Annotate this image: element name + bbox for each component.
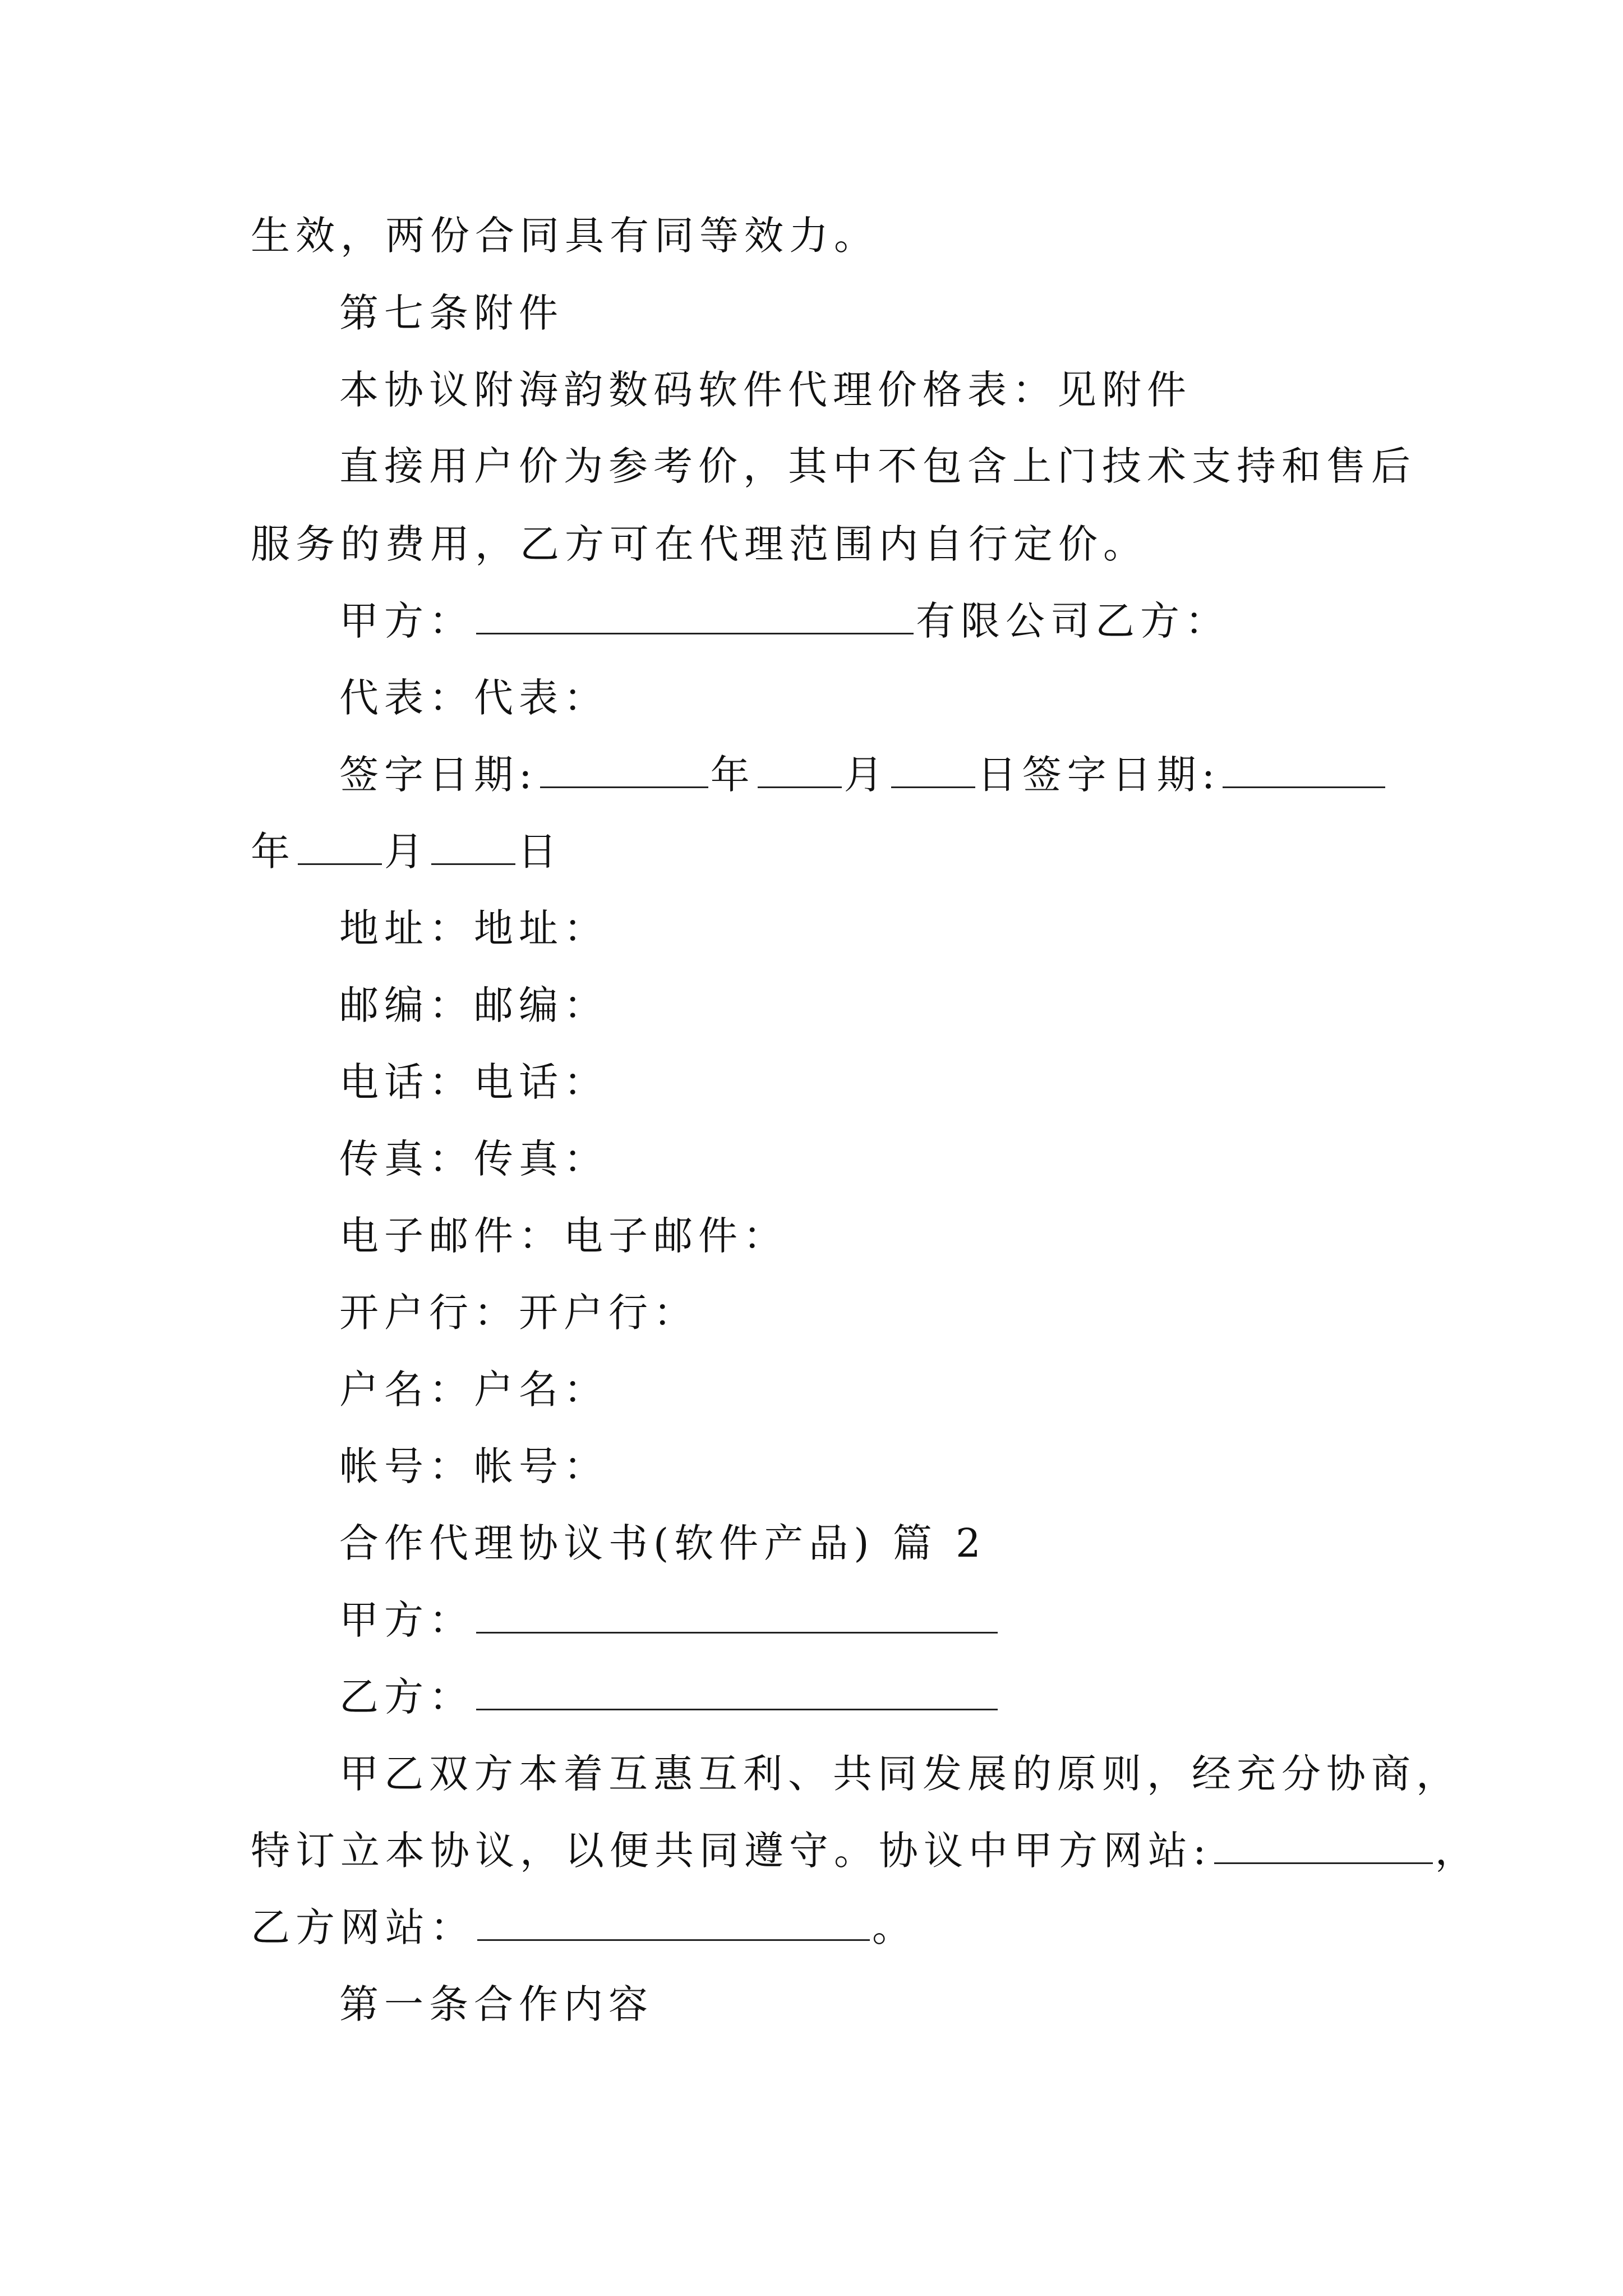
- paragraph-line: [251, 1825, 1480, 1876]
- party-a-line: [339, 596, 1230, 646]
- line-text: 地址：地址：: [339, 905, 608, 951]
- label-text: 月: [384, 829, 429, 875]
- paragraph-line: [339, 1749, 1461, 1799]
- line-text: 开户行：开户行：: [339, 1290, 698, 1336]
- fill-in-blank: [540, 751, 708, 788]
- label-text: 签字日期:: [339, 752, 538, 798]
- line-text: 电话：电话：: [339, 1059, 608, 1105]
- label-text: 日: [518, 829, 562, 875]
- bank-line: [339, 1287, 698, 1338]
- representative-line: [339, 673, 608, 723]
- paragraph-line: [251, 519, 1148, 569]
- account-name-line: [339, 1364, 608, 1415]
- fill-in-blank: [1223, 751, 1385, 788]
- email-line: [339, 1211, 788, 1261]
- fill-in-blank: [758, 751, 842, 788]
- fill-in-blank: [298, 827, 382, 865]
- label-text: 甲方：: [339, 598, 474, 644]
- paragraph-line: [339, 441, 1416, 491]
- line-text: 代表：代表：: [339, 675, 608, 721]
- label-text: 乙方：: [339, 1674, 474, 1720]
- party-b-line: [339, 1672, 1000, 1722]
- line-text: 直接用户价为参考价，其中不包含上门技术支持和售后: [339, 443, 1416, 489]
- fax-line: [339, 1134, 608, 1184]
- heading-text: 第一条合作内容: [339, 1981, 653, 2027]
- label-text: 日签字日期:: [977, 752, 1221, 798]
- sign-date-line-continued: [251, 826, 562, 877]
- fill-in-blank: [431, 827, 515, 865]
- address-line: [339, 903, 608, 954]
- title-text: 合作代理协议书(软件产品) 篇 2: [339, 1520, 986, 1566]
- line-text: 生效，两份合同具有同等效力。: [251, 213, 879, 259]
- label-text: 年: [710, 752, 755, 798]
- label-text: 特订立本协议，以便共同遵守。协议中甲方网站:: [251, 1828, 1212, 1874]
- label-text: 甲方：: [339, 1597, 474, 1643]
- sign-date-line: [339, 749, 1387, 800]
- line-text: 甲乙双方本着互惠互利、共同发展的原则，经充分协商，: [339, 1751, 1461, 1797]
- line-text: 传真：传真：: [339, 1136, 608, 1182]
- section-heading: [339, 288, 564, 338]
- fill-in-blank: [1214, 1826, 1433, 1864]
- fill-in-blank: [476, 1673, 998, 1710]
- line-text: 户名：户名：: [339, 1366, 608, 1412]
- line-text: 电子邮件：电子邮件：: [339, 1213, 788, 1259]
- label-text: 乙方网站：: [251, 1904, 475, 1950]
- account-number-line: [339, 1441, 608, 1492]
- paragraph-line: [339, 365, 1192, 415]
- label-text: 。: [872, 1904, 917, 1950]
- postcode-line: [339, 980, 608, 1030]
- fill-in-blank: [476, 597, 914, 634]
- line-text: 邮编：邮编：: [339, 982, 608, 1028]
- line-text: 本协议附海韵数码软件代理价格表：见附件: [339, 367, 1192, 413]
- party-a-line: [339, 1595, 1000, 1645]
- fill-in-blank: [477, 1903, 870, 1941]
- fill-in-blank: [891, 751, 975, 788]
- paragraph-line: [251, 1902, 917, 1953]
- label-text: 年: [251, 829, 296, 875]
- fill-in-blank: [476, 1596, 998, 1634]
- section-heading: [339, 1979, 653, 2030]
- heading-text: 第七条附件: [339, 290, 564, 336]
- label-text: 有限公司乙方：: [916, 598, 1230, 644]
- line-text: 服务的费用，乙方可在代理范围内自行定价。: [251, 521, 1148, 567]
- line-text: 帐号：帐号：: [339, 1443, 608, 1489]
- paragraph-line: [251, 210, 879, 261]
- label-text: 月: [843, 752, 889, 798]
- label-text: ，: [1435, 1828, 1480, 1874]
- document-title: [339, 1518, 986, 1568]
- phone-line: [339, 1057, 608, 1107]
